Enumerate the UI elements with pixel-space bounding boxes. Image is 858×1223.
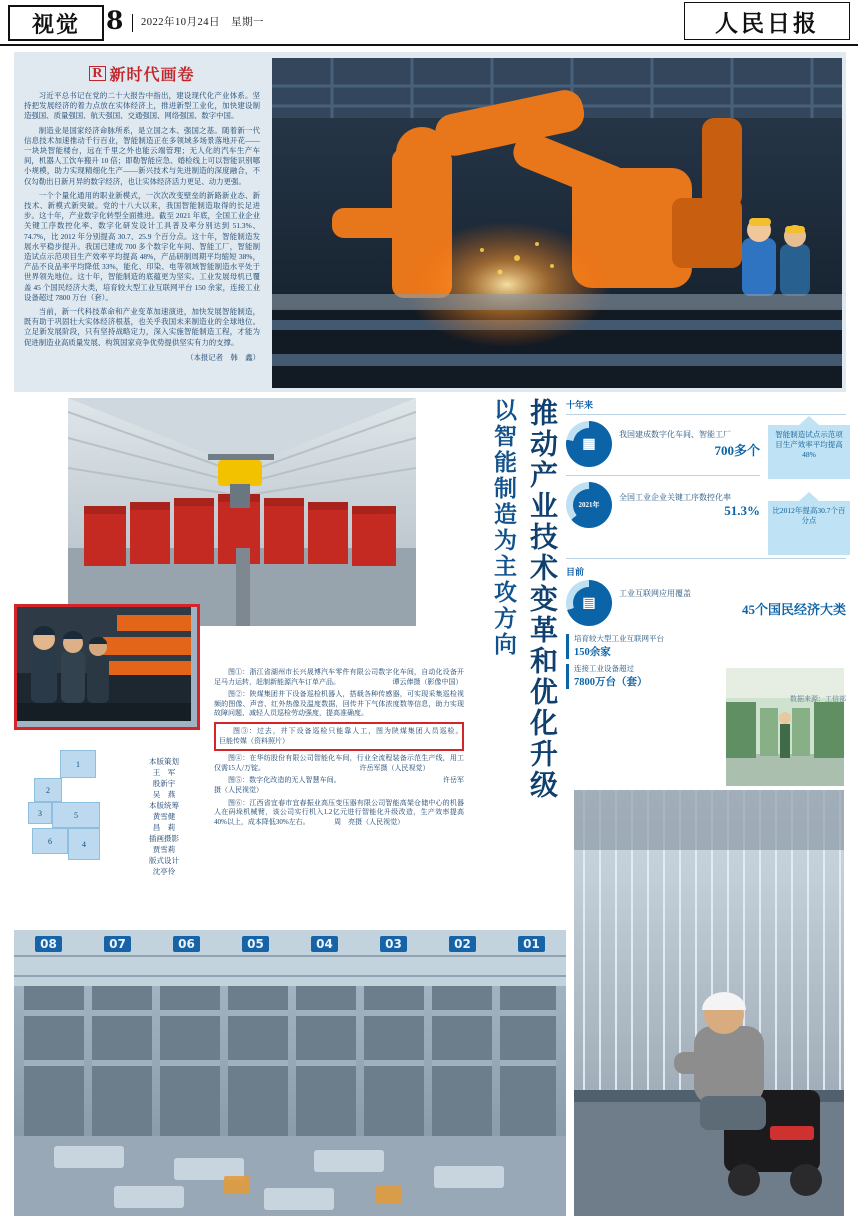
divider: [566, 558, 846, 559]
bar-label: 培育较大型工业互联网平台: [574, 634, 664, 643]
layout-key-diagram: [28, 750, 112, 870]
article-byline: （本报记者 韩 鑫）: [186, 352, 260, 362]
donut-year-label: 2021年: [578, 501, 600, 509]
article-body: [24, 91, 260, 348]
credit-line: 版式设计: [149, 856, 179, 865]
page-headline: [470, 398, 562, 888]
article-paragraph: 习近平总书记在党的二十大报告中指出，建设现代化产业体系。坚持把发展经济的着力点放在实体经济上，推进新型工业化，加快建设制造强国、质量强国、航天强国、交通强国、网络强国、数字中国。: [24, 91, 260, 121]
credit-line: 本版统筹: [149, 801, 179, 810]
lead-article: [24, 62, 260, 382]
article-heading-text: 新时代画卷: [109, 67, 195, 84]
stat-text: [619, 429, 760, 459]
credit-line: 吴 燕: [152, 790, 176, 799]
credit-line: 贾雪莉: [152, 845, 176, 854]
headline-sub: 以智能制造为主攻方向: [490, 398, 517, 658]
mining-tunnel-photo: [68, 398, 416, 626]
layout-block: 4: [68, 828, 100, 860]
donut-inner: [573, 489, 605, 521]
credit-line: 黄雪健: [152, 812, 176, 821]
bar-label: 连接工业设备超过: [574, 664, 634, 673]
article-paragraph: 一个个量化通用的职业新模式，一次次改变壁垒的新路新业态、新技术、新模式新突破。党的十八大以来，我国智能制造取得的长足进步。这十年，产业数字化转型全面推进。截至 2021 年底，全国工业企业关键工序数控化率、数字化研发设计工具普及率分别达到 51.3%、74.7%，比 2012 年分别提高 30.7、25.9 个百分点。这十年，智能制造发展水平稳步提升。我国已建成 700 多个数字化车间、智能工厂，智能制造试点示范项目生产效率平均提高 48%，产品研制周期平均缩短 38%，产品不良品率平均降低 33%，能化、印染、电等领域智能制造水平处于世界领先地位。这十年，智能制造的底蕴更为坚实。工业发展母机已覆盖 45 个国民经济大类，培育较大型工业互联网平台 150 余家，连接工业设备超过 7800 万台（套）。: [24, 190, 260, 302]
caption-item: 图⑤：数字化改造的无人智慧车间。 许岳军摄（人民视觉）: [214, 776, 464, 794]
article-paragraph: 制造业是国家经济命脉所系，是立国之本、强国之基。随着新一代信息技术加速推动千行百业，智能制造正在多领域多场景落地开花——一块块智能楼台，远在千里之外也能云端管理；无人化的汽车生产车间，机器人工饮车搬升 10 倍；即勒智能应急、婚检线上可以智能识别哪小规模，助力实现精细化生产——新兴技术与先进制造的深度融合，不仅勾勒出日新月异的数字经济，也让实体经济活力更足、动力更强。: [24, 125, 260, 186]
credit-line: 本版策划: [149, 757, 179, 766]
photo-captions: [214, 668, 487, 908]
aisle-number: 05: [242, 936, 269, 952]
divider: [566, 414, 846, 415]
section-label-box: [8, 5, 104, 41]
credit-line: 沈亭伶: [152, 867, 176, 876]
caption-item: 图⑥：江西省宜春市宜春振业高压变压器有限公司智能高架仓储中心的机器人在码垛机械臂，该公司实行机入1.2亿元进行智能化升级改造，生产效率提高40%以上，成本降低30%左右。 周 亮摄（人民视觉）: [214, 798, 464, 826]
robot-welding-photo: [272, 58, 842, 388]
layout-block: 6: [32, 828, 68, 854]
stat-item: [566, 421, 760, 467]
callout-box: 智能制造试点示范项目生产效率平均提高48%: [768, 425, 850, 479]
aisle-number: 03: [380, 936, 407, 952]
donut-inner: [573, 428, 605, 460]
page-credits: [118, 756, 210, 877]
aisle-number: 07: [104, 936, 131, 952]
article-paragraph: 当前，新一代科技革命和产业变革加速演进，加快发展智能制造，既有助于巩固壮大实体经济根基，也关乎我国未来制造业的全球地位。立足新发展阶段，只有坚持战略定力，深入实施智能制造工程，才能为促进制造业高质量发展、构筑国家竞争优势提供坚实有力的支撑。: [24, 307, 260, 347]
automated-warehouse-photo: [14, 930, 566, 1216]
tunnel-photo-art: [68, 398, 416, 626]
donut-chart: [566, 482, 612, 528]
warehouse-aisle-numbers: [14, 936, 566, 952]
bar-value: 7800万台（套）: [574, 677, 648, 688]
stat-label: 我国建成数字化车间、智能工厂: [619, 430, 731, 439]
stat-label: 工业互联网应用覆盖: [619, 589, 691, 598]
aisle-number: 08: [35, 936, 62, 952]
bar-stat: [566, 634, 846, 659]
credit-line: 殷新宇: [152, 779, 176, 788]
bar-value: 150余家: [574, 647, 611, 658]
stat-text: [619, 588, 846, 618]
stat-item: [566, 580, 846, 626]
caption-item: 图①：浙江省湖州市长兴晟博汽车零件有限公司数字化车间，自动化设备开足马力运转，赶制新能源汽车订单产品。 谭云俸摄（影像中国）: [214, 668, 464, 686]
infographic-section2-title: 目前: [566, 567, 585, 577]
masthead: [0, 0, 858, 46]
warehouse-photo-art: [14, 930, 566, 1216]
donut-chart: [566, 580, 612, 626]
aisle-number: 04: [311, 936, 338, 952]
textile-photo-art: [574, 790, 844, 1216]
stat-value: 51.3%: [724, 502, 760, 518]
stat-item: [566, 482, 760, 528]
donut-chart: [566, 421, 612, 467]
stat-value: 45个国民经济大类: [741, 602, 846, 617]
stat-text: [619, 492, 760, 519]
stat-label: 全国工业企业关键工序数控化率: [619, 492, 731, 502]
infographic-section1-title: 十年来: [566, 400, 594, 410]
bar-marker: [566, 634, 569, 659]
publication-date: 2022年10月24日 星期一: [132, 14, 264, 32]
inspection-photo-art: [17, 607, 191, 721]
section-label: 视觉: [31, 11, 80, 38]
underground-inspection-photo: [14, 604, 200, 730]
layout-block: 1: [60, 750, 96, 778]
credit-line: 插画摄影: [149, 834, 179, 843]
aisle-number: 02: [449, 936, 476, 952]
caption-item: 图②：陕煤集团井下设备巡检机器人，搭载各种传感器，可实现采集巡检视频的图像、声音、红外热像及温度数据，回传井下气体浓度数等信息，助力实现故障问题、减轻人员巡检劳动强度，提高准确度。: [214, 690, 464, 718]
aisle-number: 01: [518, 936, 545, 952]
callout-box: 比2012年提高30.7个百分点: [768, 501, 850, 555]
credit-line: 昌 莉: [152, 823, 176, 832]
layout-block: 5: [52, 802, 100, 828]
layout-block: 2: [34, 778, 62, 802]
article-heading: [24, 62, 260, 85]
donut-inner: [573, 587, 605, 619]
stat-value: 700多个: [714, 443, 760, 458]
infographic: [566, 398, 846, 703]
layout-block: 3: [28, 802, 52, 824]
caption-item-highlighted: 图③：过去，井下设备巡检只能靠人工，图为陕煤集团﻿﻿﻿﻿﻿人员巡检。 巨能传媒（资料照片）: [214, 722, 464, 751]
textile-worker-photo: [574, 790, 844, 1216]
caption-item: 图④：在华纺股份有限公司智能化车间，行业全流程装备示范生产线，用工仅需15人/万锭。 许岳军摄（人民视觉）: [214, 754, 464, 772]
paper-name: 人民日报: [715, 9, 819, 37]
chip-icon: ▤: [582, 595, 596, 611]
aisle-number: 06: [173, 936, 200, 952]
brand-mark-icon: R: [89, 66, 105, 81]
divider: [566, 475, 760, 476]
page-number: 8: [106, 6, 124, 35]
factory-icon: ▦: [582, 436, 596, 452]
robot-photo-art: [272, 58, 842, 388]
credit-line: 王 军: [152, 768, 176, 777]
headline-main: 推动产业技术变革和优化升级: [526, 398, 559, 801]
data-source: 数据来源：工信部: [790, 695, 846, 703]
bar-marker: [566, 664, 569, 689]
bar-stat: [566, 664, 846, 689]
paper-name-box: [684, 2, 850, 40]
